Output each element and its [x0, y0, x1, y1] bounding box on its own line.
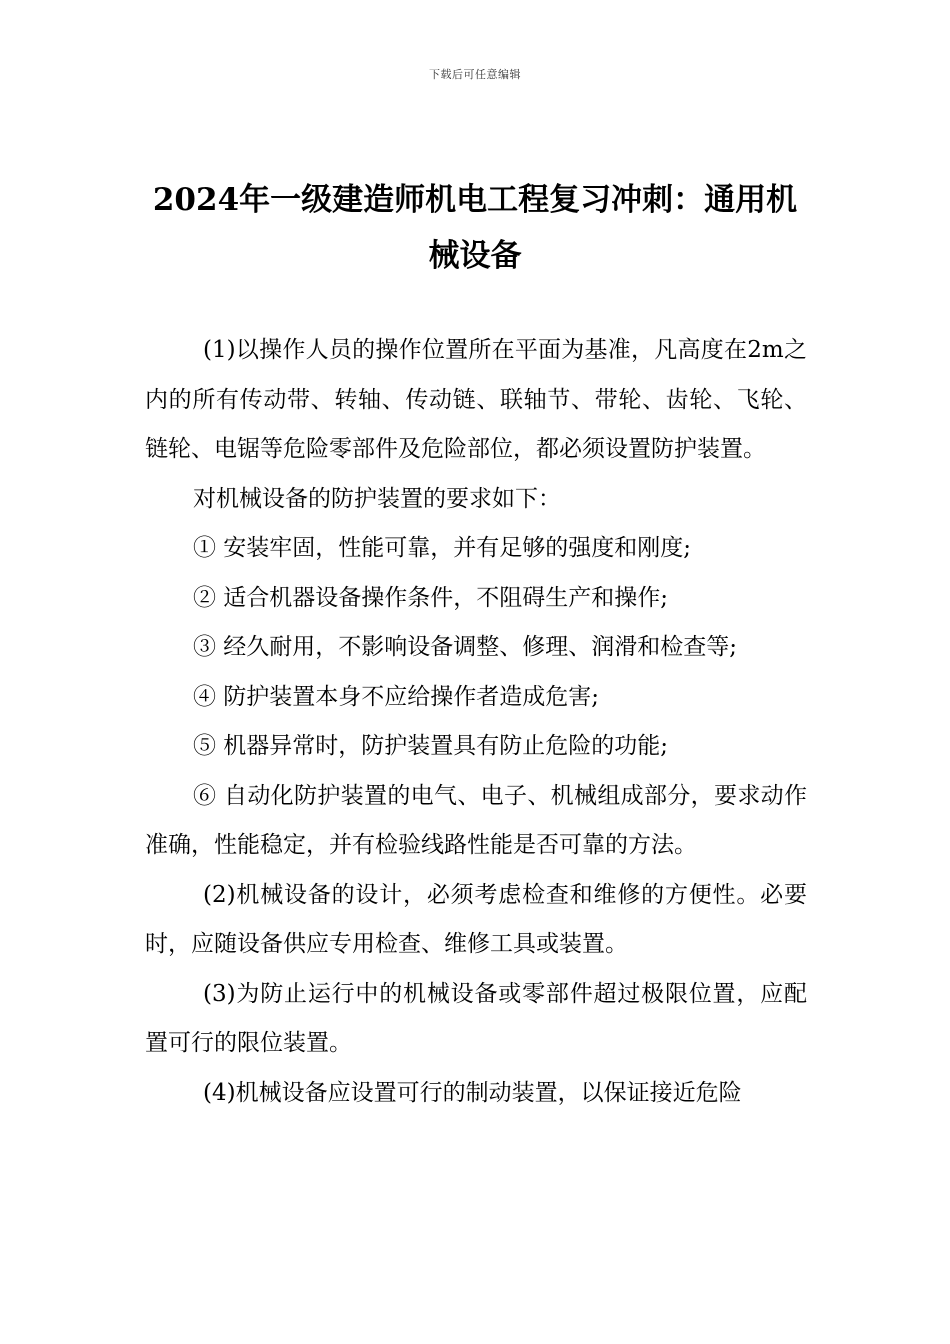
list-item-6: ⑥ 自动化防护装置的电气、电子、机械组成部分，要求动作准确，性能稳定，并有检验线路性能是否可靠的方法。	[145, 782, 807, 858]
list-item-1: ① 安装牢固，性能可靠，并有足够的强度和刚度;	[193, 535, 692, 561]
list-item-3: ③ 经久耐用，不影响设备调整、修理、润滑和检查等;	[193, 634, 738, 660]
document-title: 2024年一级建造师机电工程复习冲刺：通用机械设备	[152, 182, 798, 274]
list-item-4: ④ 防护装置本身不应给操作者造成危害;	[193, 683, 600, 710]
paragraph-1: (1)以操作人员的操作位置所在平面为基准，凡高度在2m之内的所有传动带、转轴、传动链、联轴节、带轮、齿轮、飞轮、链轮、电锯等危险零部件及危险部位，都必须设置防护装置。	[145, 337, 807, 462]
paragraph-4: (4)机械设备应设置可行的制动装置，以保证接近危险	[203, 1079, 742, 1106]
list-item-2: ② 适合机器设备操作条件，不阻碍生产和操作;	[193, 584, 669, 611]
document-body	[145, 326, 807, 1118]
paragraph-2: (2)机械设备的设计，必须考虑检查和维修的方便性。必要时，应随设备供应专用检查、维修工具或装置。	[145, 881, 807, 957]
paragraph-requirements-intro: 对机械设备的防护装置的要求如下：	[193, 485, 561, 512]
paragraph-3: (3)为防止运行中的机械设备或零部件超过极限位置，应配置可行的限位装置。	[145, 980, 807, 1056]
header-note: 下载后可任意编辑	[429, 68, 521, 81]
list-item-5: ⑤ 机器异常时，防护装置具有防止危险的功能;	[193, 733, 669, 759]
